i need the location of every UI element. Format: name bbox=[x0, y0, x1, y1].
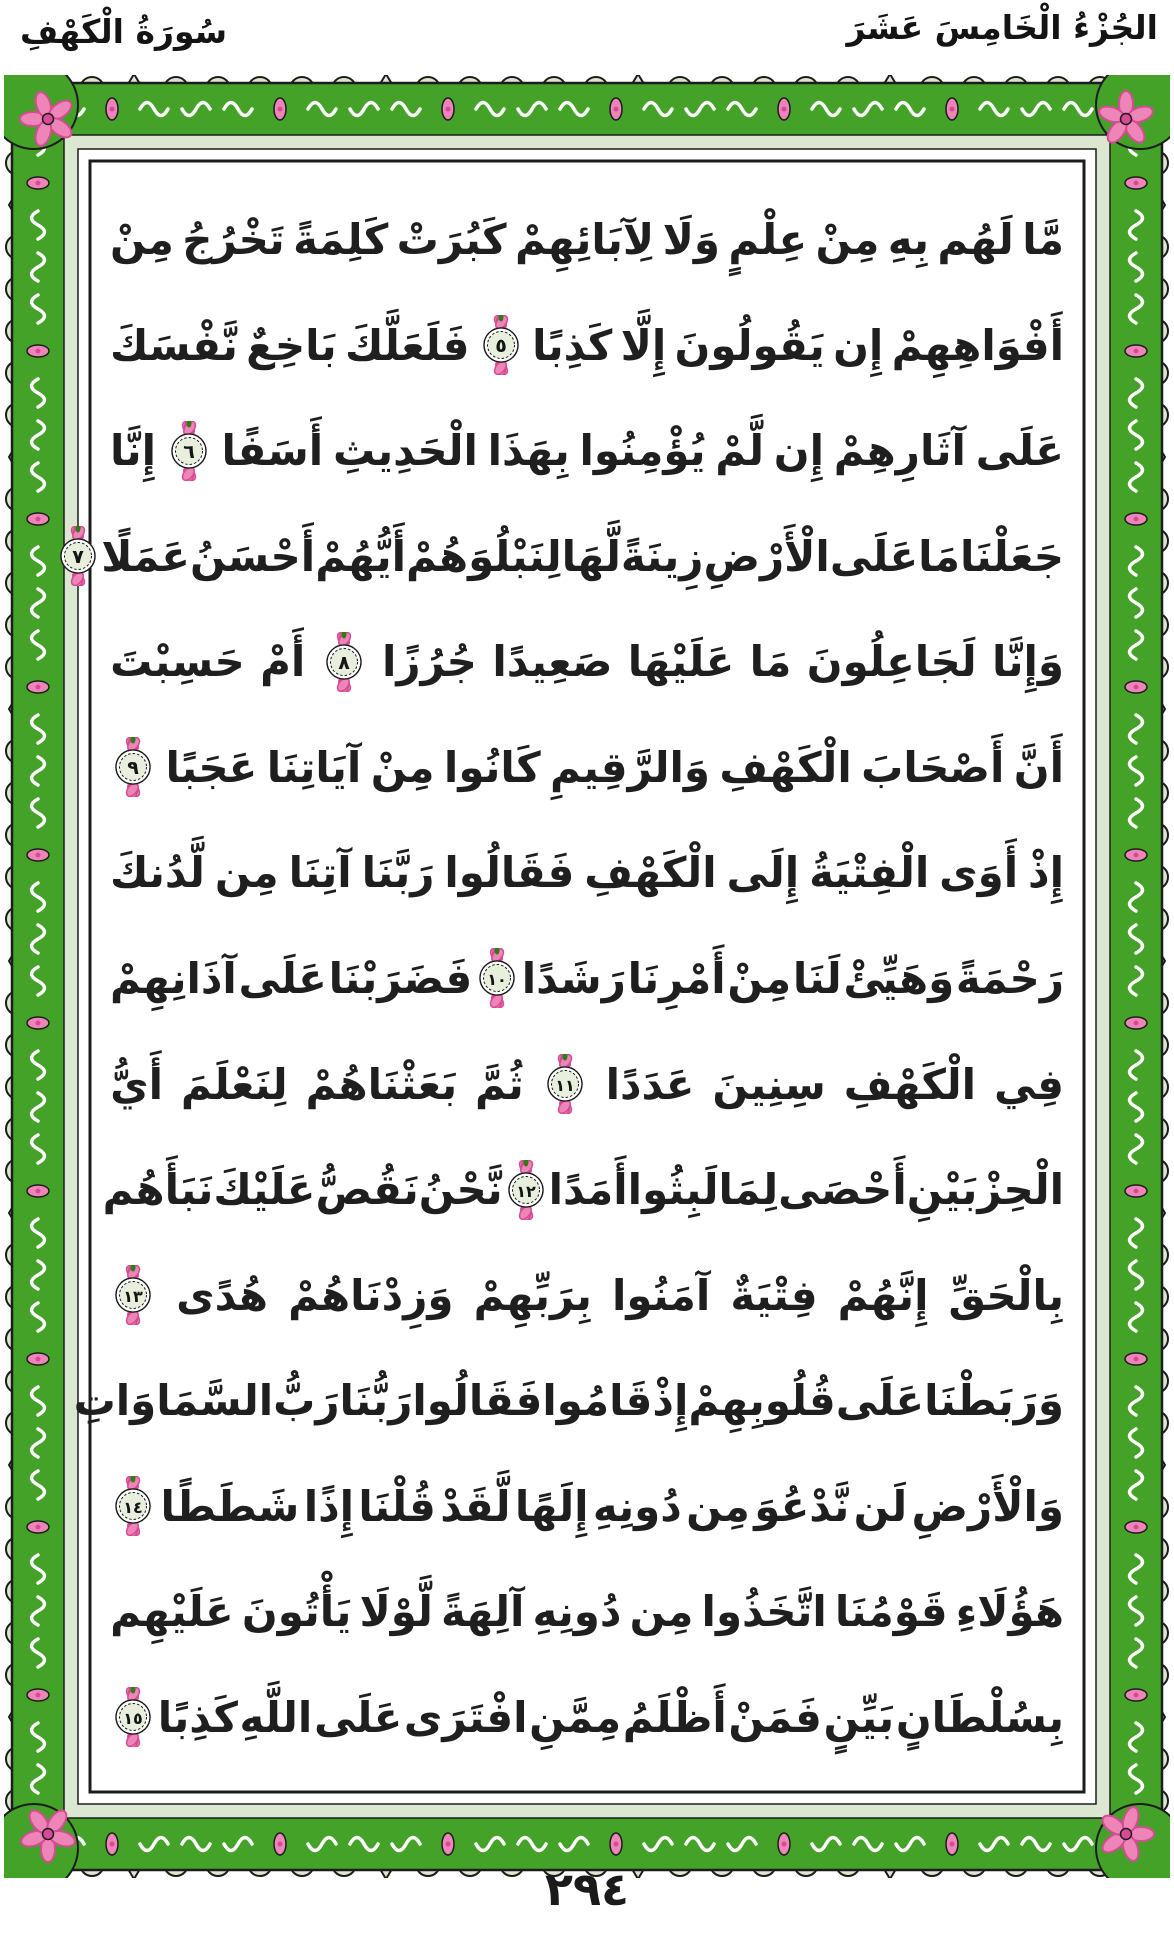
ayah-word: إِلَهًا bbox=[514, 1481, 589, 1531]
ayah-word: أَفْوَاهِهِمْ bbox=[891, 320, 1064, 370]
verse-number: ١٥ bbox=[123, 1709, 143, 1729]
ayah-word: أَيُّهُمْ bbox=[315, 531, 407, 581]
ayah-word: فِي bbox=[994, 1059, 1064, 1109]
verse-number: ١٠ bbox=[487, 970, 507, 990]
ayah-word: الْفِتْيَةُ bbox=[809, 848, 930, 898]
ayah-word: الْكَهْفِ bbox=[719, 742, 852, 792]
ayah-word: وَزِدْنَاهُمْ bbox=[288, 1270, 454, 1320]
ayah-word: مِنْ bbox=[815, 215, 880, 265]
ayah-word: مِن bbox=[214, 848, 279, 898]
ayah-word: إِذًا bbox=[303, 1481, 355, 1531]
ayah-word: أَمْرِنَا bbox=[627, 953, 726, 1003]
quran-line-2 bbox=[110, 293, 1064, 399]
quran-line-13 bbox=[110, 1453, 1064, 1559]
ayah-word: أَيُّ bbox=[110, 1059, 163, 1109]
ayah-word: رَحْمَةً bbox=[955, 953, 1064, 1003]
ayah-word: كَانُوا bbox=[443, 742, 541, 792]
ayah-word: شَطَطًا bbox=[160, 1481, 300, 1531]
ayah-word: فَلَعَلَّكَ bbox=[344, 320, 470, 370]
ayah-word: عَلَى bbox=[313, 1692, 403, 1742]
verse-marker bbox=[166, 421, 212, 481]
ayah-word: بَاخِعٌ bbox=[246, 320, 337, 370]
ayah-word: نَّفْسَكَ bbox=[110, 320, 238, 370]
ayah-word: مِنْ bbox=[110, 215, 174, 265]
verse-number: ١٢ bbox=[515, 1181, 536, 1201]
ayah-word: تَخْرُجُ bbox=[182, 215, 285, 265]
ayah-word: عِلْمٍ bbox=[728, 215, 808, 265]
ayah-word: أَمْ bbox=[260, 637, 306, 687]
ayah-word: عَلَيْكَ bbox=[213, 1165, 316, 1215]
verse-number: ٩ bbox=[127, 757, 139, 780]
ayah-word: يُؤْمِنُوا bbox=[579, 426, 706, 476]
quran-text-area bbox=[72, 173, 1072, 1780]
ayah-word: آلِهَةً bbox=[441, 1587, 525, 1637]
ayah-word: السَّمَاوَاتِ bbox=[73, 1376, 274, 1426]
ayah-word: الْحِزْبَيْنِ bbox=[906, 1165, 1064, 1215]
ayah-word: إِن bbox=[773, 426, 824, 476]
ayah-word: فِتْيَةٌ bbox=[730, 1270, 818, 1320]
ayah-word: لَهُم bbox=[937, 215, 1014, 265]
ayah-word: آثَارِهِمْ bbox=[833, 426, 966, 476]
ayah-word: دُونِهِ bbox=[592, 1481, 682, 1531]
ayah-word: عَدَدًا bbox=[605, 1059, 695, 1109]
ayah-word: آمَنُوا bbox=[611, 1270, 711, 1320]
ayah-word: نَّدْعُوَ bbox=[754, 1481, 850, 1531]
ayah-word: وَإِنَّا bbox=[991, 637, 1064, 687]
quran-line-10 bbox=[102, 1137, 1064, 1243]
ayah-word: مِن bbox=[686, 1481, 750, 1531]
ayah-word: مَا bbox=[749, 637, 792, 687]
verse-number: ١٣ bbox=[123, 1287, 143, 1307]
ayah-word: لَنَا bbox=[792, 953, 842, 1003]
ayah-word: الْأَرْضِ bbox=[703, 531, 830, 581]
ayah-word: أَوَى bbox=[939, 848, 1019, 898]
ayah-word: هُدًى bbox=[176, 1270, 268, 1320]
quran-line-8 bbox=[110, 926, 1064, 1032]
quran-line-12 bbox=[73, 1348, 1064, 1454]
ayah-word: عَجَبًا bbox=[165, 742, 258, 792]
ayah-word: وَرَبَطْنَا bbox=[924, 1376, 1064, 1426]
ayah-word: رَبُّ bbox=[273, 1376, 340, 1426]
quran-line-7 bbox=[110, 820, 1064, 926]
ayah-word: إِنَّا bbox=[110, 426, 156, 476]
ayah-word: صَعِيدًا bbox=[492, 637, 613, 687]
verse-marker bbox=[110, 737, 156, 797]
ayah-word: دُونِهِ bbox=[532, 1587, 622, 1637]
ayah-word: أَسَفًا bbox=[221, 426, 324, 476]
ayah-word: قَامُوا bbox=[542, 1376, 653, 1426]
ayah-word: افْتَرَى bbox=[403, 1692, 528, 1742]
ayah-word: عَلَى bbox=[975, 426, 1064, 476]
ayah-word: رَشَدًا bbox=[521, 953, 626, 1003]
verse-marker bbox=[542, 1054, 588, 1114]
verse-marker bbox=[110, 1476, 156, 1536]
quran-line-9 bbox=[110, 1031, 1064, 1137]
ayah-word: مِن bbox=[629, 1587, 694, 1637]
quran-line-11 bbox=[110, 1242, 1064, 1348]
ayah-word: هَؤُلَاءِ bbox=[955, 1587, 1064, 1637]
ayah-word: الْكَهْفِ bbox=[843, 1059, 977, 1109]
ayah-word: اللَّهِ bbox=[239, 1692, 313, 1742]
verse-marker bbox=[110, 1687, 156, 1747]
ayah-word: وَهَيِّئْ bbox=[843, 953, 955, 1003]
ayah-word: بِسُلْطَانٍ bbox=[895, 1692, 1064, 1742]
ayah-word: نَبَأَهُم bbox=[102, 1165, 214, 1215]
ayah-word: وَالْأَرْضِ bbox=[911, 1481, 1064, 1531]
decorative-border-frame bbox=[4, 75, 1170, 1878]
ayah-word: إِن bbox=[833, 320, 884, 370]
ayah-word: قُلْنَا bbox=[358, 1481, 436, 1531]
ayah-word: عَلَى bbox=[835, 1376, 925, 1426]
verse-number: ٦ bbox=[182, 440, 195, 463]
ayah-word: اتَّخَذُوا bbox=[701, 1587, 827, 1637]
ayah-word: فَضَرَبْنَا bbox=[328, 953, 473, 1003]
ayah-word: إِلَى bbox=[726, 848, 800, 898]
ayah-word: لِآبَائِهِمْ bbox=[514, 215, 655, 265]
page-number: ٢٩٤ bbox=[544, 1862, 630, 1916]
ayah-word: الْكَهْفِ bbox=[584, 848, 717, 898]
ayah-word: رَبَّنَا bbox=[361, 848, 435, 898]
verse-marker bbox=[474, 948, 520, 1008]
quran-line-6 bbox=[110, 715, 1064, 821]
verse-marker bbox=[503, 1160, 549, 1220]
ayah-word: قَوْمُنَا bbox=[834, 1587, 948, 1637]
ayah-word: لَّهَا bbox=[561, 531, 621, 581]
ayah-word: بَعَثْنَاهُمْ bbox=[305, 1059, 458, 1109]
ayah-word: كَلِمَةً bbox=[293, 215, 389, 265]
ayah-word: عَمَلًا bbox=[101, 531, 190, 581]
ayah-word: وَلَا bbox=[662, 215, 720, 265]
ayah-word: نَقُصُّ bbox=[315, 1165, 419, 1215]
ayah-word: كَذِبًا bbox=[157, 1692, 238, 1742]
ayah-word: كَبُرَتْ bbox=[396, 215, 507, 265]
ayah-word: لِنَعْلَمَ bbox=[180, 1059, 288, 1109]
ayah-word: ثُمَّ bbox=[475, 1059, 524, 1109]
verse-number: ١٤ bbox=[123, 1498, 143, 1518]
verse-number: ٧ bbox=[72, 546, 85, 569]
ayah-word: بِالْحَقِّ bbox=[948, 1270, 1064, 1320]
ayah-word: جَعَلْنَا bbox=[959, 531, 1064, 581]
ayah-word: زِينَةً bbox=[620, 531, 704, 581]
ayah-word: لَّوْلَا bbox=[359, 1587, 433, 1637]
ayah-word: آذَانِهِمْ bbox=[110, 953, 237, 1003]
ayah-word: يَأْتُونَ bbox=[241, 1587, 352, 1637]
ayah-word: أَحْسَنُ bbox=[189, 531, 316, 581]
ayah-word: إِنَّهُمْ bbox=[837, 1270, 929, 1320]
ayah-word: عَلَيْهِم bbox=[110, 1587, 234, 1637]
ayah-word: حَسِبْتَ bbox=[110, 637, 245, 687]
ayah-word: الْحَدِيثِ bbox=[332, 426, 478, 476]
ayah-word: عَلَى bbox=[829, 531, 919, 581]
ayah-word: إِلَّا bbox=[620, 320, 667, 370]
ayah-word: إِذْ bbox=[1028, 848, 1064, 898]
juz-header: الجُزْءُ الْخَامِسَ عَشَرَ bbox=[846, 8, 1158, 47]
quran-line-4 bbox=[72, 504, 1064, 610]
verse-marker bbox=[110, 1265, 156, 1325]
ayah-word: لَجَاعِلُونَ bbox=[806, 637, 977, 687]
ayah-word: عَلَيْهَا bbox=[627, 637, 735, 687]
quran-line-1 bbox=[110, 187, 1064, 293]
ayah-word: جُرُزًا bbox=[381, 637, 477, 687]
ayah-word: قُلُوبِهِمْ bbox=[688, 1376, 836, 1426]
ayah-word: إِذْ bbox=[652, 1376, 689, 1426]
ayah-word: سِنِينَ bbox=[712, 1059, 826, 1109]
quran-line-3 bbox=[110, 398, 1064, 504]
verse-number: ٨ bbox=[337, 651, 350, 674]
ayah-word: لَّقَدْ bbox=[440, 1481, 511, 1531]
verse-marker bbox=[478, 315, 524, 375]
ayah-word: أَنَّ bbox=[1013, 742, 1064, 792]
ayah-word: يَقُولُونَ bbox=[674, 320, 825, 370]
ayah-word: لِمَا bbox=[718, 1165, 779, 1215]
ayah-word: لَّمْ bbox=[715, 426, 764, 476]
ayah-word: مِنْ bbox=[370, 742, 435, 792]
ayah-word: كَذِبًا bbox=[532, 320, 613, 370]
ayah-word: لَّدُنكَ bbox=[110, 848, 205, 898]
ayah-word: آتِنَا bbox=[288, 848, 352, 898]
ayah-word: فَقَالُوا bbox=[412, 1376, 543, 1426]
ayah-word: لَن bbox=[853, 1481, 908, 1531]
quran-line-14 bbox=[110, 1559, 1064, 1665]
ayah-word: رَبُّنَا bbox=[339, 1376, 413, 1426]
ayah-word: وَالرَّقِيمِ bbox=[550, 742, 710, 792]
ayah-word: أَصْحَابَ bbox=[861, 742, 1005, 792]
ayah-word: أَمَدًا bbox=[548, 1165, 628, 1215]
ayah-word: فَقَالُوا bbox=[444, 848, 575, 898]
quran-line-5 bbox=[110, 609, 1064, 715]
ayah-word: أَظْلَمُ bbox=[622, 1692, 727, 1742]
ayah-word: لِنَبْلُوَهُمْ bbox=[406, 531, 562, 581]
ayah-word: مِمَّنِ bbox=[529, 1692, 622, 1742]
ayah-word: مَّا bbox=[1022, 215, 1064, 265]
verse-marker bbox=[321, 632, 367, 692]
surah-header: سُورَةُ الْكَهْفِ bbox=[20, 12, 228, 51]
verse-number: ٥ bbox=[495, 335, 507, 358]
ayah-word: بِهَذَا bbox=[487, 426, 570, 476]
ayah-word: آيَاتِنَا bbox=[266, 742, 362, 792]
ayah-word: أَحْصَى bbox=[778, 1165, 907, 1215]
ayah-word: لَبِثُوا bbox=[627, 1165, 719, 1215]
quran-line-15 bbox=[110, 1664, 1064, 1770]
ayah-word: نَّحْنُ bbox=[418, 1165, 503, 1215]
verse-number: ١١ bbox=[554, 1076, 575, 1096]
ayah-word: بِهِ bbox=[887, 215, 929, 265]
ayah-word: عَلَى bbox=[238, 953, 327, 1003]
ayah-word: مَا bbox=[918, 531, 960, 581]
ayah-word: بِرَبِّهِمْ bbox=[473, 1270, 592, 1320]
ayah-word: بَيِّنٍ bbox=[823, 1692, 895, 1742]
ayah-word: مِنْ bbox=[727, 953, 792, 1003]
verse-marker bbox=[55, 526, 101, 586]
ayah-word: فَمَنْ bbox=[728, 1692, 822, 1742]
